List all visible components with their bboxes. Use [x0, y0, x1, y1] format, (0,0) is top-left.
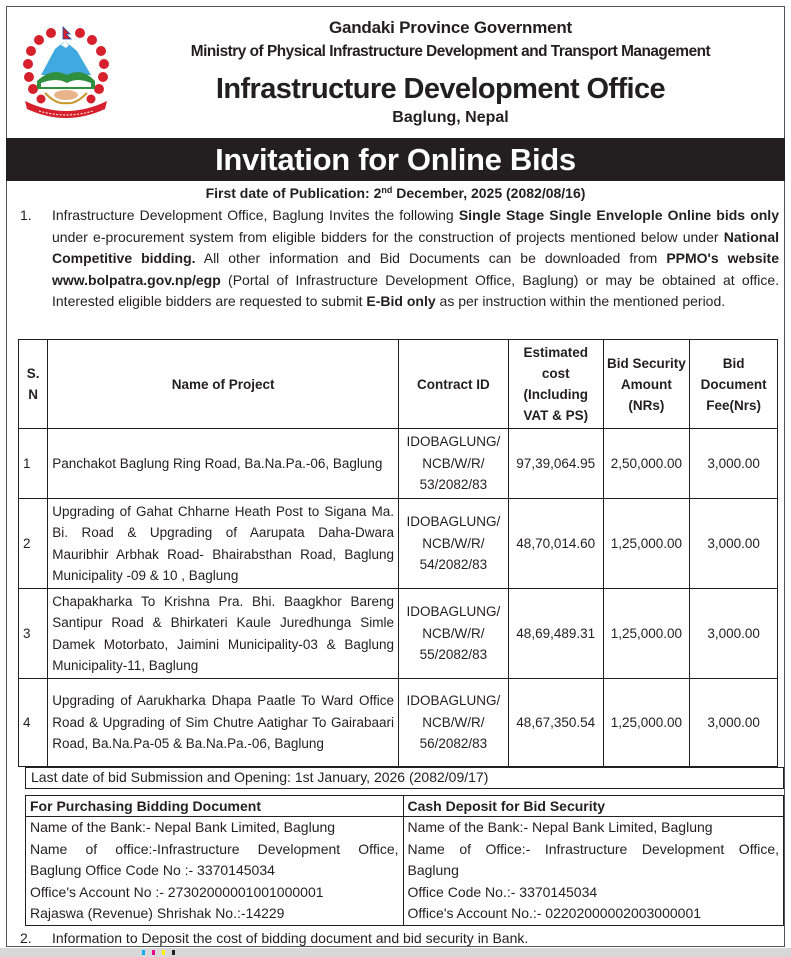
text-run: All other information and Bid Documents can be downloaded from [195, 250, 667, 266]
cell-project-name: Upgrading of Aarukharka Dhapa Paatle To Ward Office Road & Upgrading of Sim Chutre Aatighar To Gairabaari Road, Ba.Na.Pa-05 & Ba.Na.Pa.-06, Baglung [48, 679, 399, 767]
office-code: Office Code No.:- 3370145034 [407, 883, 598, 900]
cell-project-name: Panchakot Baglung Ring Road, Ba.Na.Pa.-06, Baglung [48, 429, 399, 499]
table-row [19, 679, 778, 767]
office-name-line: Name of Office:- Infrastructure Development Office, [407, 840, 779, 857]
bid-security-heading: Cash Deposit for Bid Security [403, 796, 784, 817]
paragraph-2-text: Information to Deposit the cost of bidding document and bid security in Bank. [52, 930, 529, 946]
col-header-name [48, 340, 399, 429]
publication-label: First date of Publication: 2 [205, 185, 382, 201]
header-text: Contract ID [417, 376, 490, 392]
header-text: S. N [26, 366, 40, 402]
bank-detail-row [26, 817, 784, 926]
registration-marks [142, 950, 175, 955]
purchasing-document-details [26, 817, 404, 926]
purchasing-document-heading: For Purchasing Bidding Document [26, 796, 404, 817]
header-text: Bid Document Fee(Nrs) [700, 355, 767, 413]
col-header-contract [398, 340, 508, 429]
cell-contract-id: IDOBAGLUNG/ NCB/W/R/ 53/2082/83 [398, 429, 508, 499]
cell-sn: 3 [19, 589, 48, 679]
header-text: Estimated cost (Including VAT & PS) [523, 345, 589, 423]
office-name-line: Name of office:-Infrastructure Development Office, [30, 840, 399, 857]
cell-contract-id: IDOBAGLUNG/ NCB/W/R/ 55/2082/83 [398, 589, 508, 679]
projects-table [18, 339, 778, 767]
notice-page [6, 6, 785, 947]
cell-bid-security: 1,25,000.00 [603, 499, 690, 589]
header-text: Bid Security Amount (NRs) [607, 355, 686, 413]
publication-date [7, 185, 784, 201]
website-link[interactable]: PPMO's website www.bolpatra.gov.np/egp [52, 250, 779, 288]
cell-document-fee: 3,000.00 [690, 589, 778, 679]
last-submission-date: Last date of bid Submission and Opening: 1st January, 2026 (2082/09/17) [25, 767, 784, 789]
office-name-continued: Baglung [407, 862, 459, 878]
cell-bid-security: 1,25,000.00 [603, 679, 690, 767]
bold-run: E-Bid only [366, 293, 436, 309]
paragraph-1 [17, 205, 779, 313]
text-run: (Portal of Infrastructure Development Office, Baglung) or may be obtained at office. Interested eligible bidders are requested to submit [52, 271, 779, 309]
bank-name: Name of the Bank:- Nepal Bank Limited, Baglung [407, 819, 713, 835]
col-header-cost [508, 340, 603, 429]
bold-run: Single Stage Single Envelople Online bids only [458, 207, 779, 223]
office-name: Infrastructure Development Office [215, 73, 666, 105]
notice-header [7, 7, 784, 177]
office-location: Baglung, Nepal [392, 109, 509, 126]
magenta-mark-icon [152, 950, 155, 955]
paragraph-1-text [52, 205, 779, 313]
cell-document-fee: 3,000.00 [690, 429, 778, 499]
cell-estimated-cost: 48,70,014.60 [508, 499, 603, 589]
col-header-fee [690, 340, 778, 429]
account-number: Office's Account No.:- 02202000002003000001 [407, 905, 702, 921]
bank-header-row [26, 796, 784, 817]
office-code: Baglung Office Code No :- 3370145034 [30, 862, 275, 878]
table-row [19, 589, 778, 679]
province-name: Gandaki Province Government [328, 18, 573, 37]
col-header-sn [19, 340, 48, 429]
cell-project-name: Chapakharka To Krishna Pra. Bhi. Baagkhor Bareng Santipur Road & Bhirkateri Kaule Juredhunga Simle Damek Motorbato, Jaimini Municipality-03 & Baglung Municipality-11, Baglung [48, 589, 399, 679]
account-number: Office's Account No :- 27302000001001000001 [30, 883, 324, 900]
cell-sn: 4 [19, 679, 48, 767]
text-run: Infrastructure Development Office, Baglung Invites the following [52, 207, 459, 223]
text-run: under e-procurement system from eligible bidders for the construction of projects mentioned below under [52, 228, 724, 245]
cell-bid-security: 2,50,000.00 [603, 429, 690, 499]
col-header-security [603, 340, 690, 429]
nepal-emblem-icon [17, 23, 117, 123]
text-run: as per instruction within the mentioned period. [435, 293, 726, 309]
bank-name: Name of the Bank:- Nepal Bank Limited, Baglung [30, 819, 336, 835]
cell-document-fee: 3,000.00 [690, 679, 778, 767]
cell-estimated-cost: 48,69,489.31 [508, 589, 603, 679]
page-bottom-strip [0, 948, 791, 957]
cell-estimated-cost: 97,39,064.95 [508, 429, 603, 499]
table-row [19, 429, 778, 499]
ministry-name: Ministry of Physical Infrastructure Development and Transport Management [190, 43, 711, 60]
table-header-row [19, 340, 778, 429]
publication-ordinal: nd [381, 185, 393, 195]
revenue-code: Rajaswa (Revenue) Shrishak No.:-14229 [30, 905, 285, 921]
yellow-mark-icon [162, 950, 165, 955]
header-text: Name of Project [171, 376, 275, 392]
black-mark-icon [172, 950, 175, 955]
paragraph-number: 1. [20, 207, 32, 223]
notice-title: Invitation for Online Bids [6, 138, 785, 181]
cell-bid-security: 1,25,000.00 [603, 589, 690, 679]
table-row [19, 499, 778, 589]
cell-sn: 2 [19, 499, 48, 589]
cell-estimated-cost: 48,67,350.54 [508, 679, 603, 767]
paragraph-2 [17, 928, 779, 950]
cell-sn: 1 [19, 429, 48, 499]
bid-security-details [403, 817, 784, 926]
cell-project-name: Upgrading of Gahat Chharne Heath Post to Sigana Ma. Bi. Road & Upgrading of Aarupata Daha-Dwara Mauribhir Arbhak Road- Bhairabsthan Road, Baglung Municipality -09 & 10 , Baglung [48, 499, 399, 589]
paragraph-number: 2. [20, 930, 32, 946]
cell-contract-id: IDOBAGLUNG/ NCB/W/R/ 56/2082/83 [398, 679, 508, 767]
cell-document-fee: 3,000.00 [690, 499, 778, 589]
cell-contract-id: IDOBAGLUNG/ NCB/W/R/ 54/2082/83 [398, 499, 508, 589]
bold-run: National Competitive bidding. [52, 228, 779, 266]
publication-date-value: December, 2025 (2082/08/16) [392, 185, 586, 201]
bank-details-table [25, 795, 784, 926]
cyan-mark-icon [142, 950, 145, 955]
